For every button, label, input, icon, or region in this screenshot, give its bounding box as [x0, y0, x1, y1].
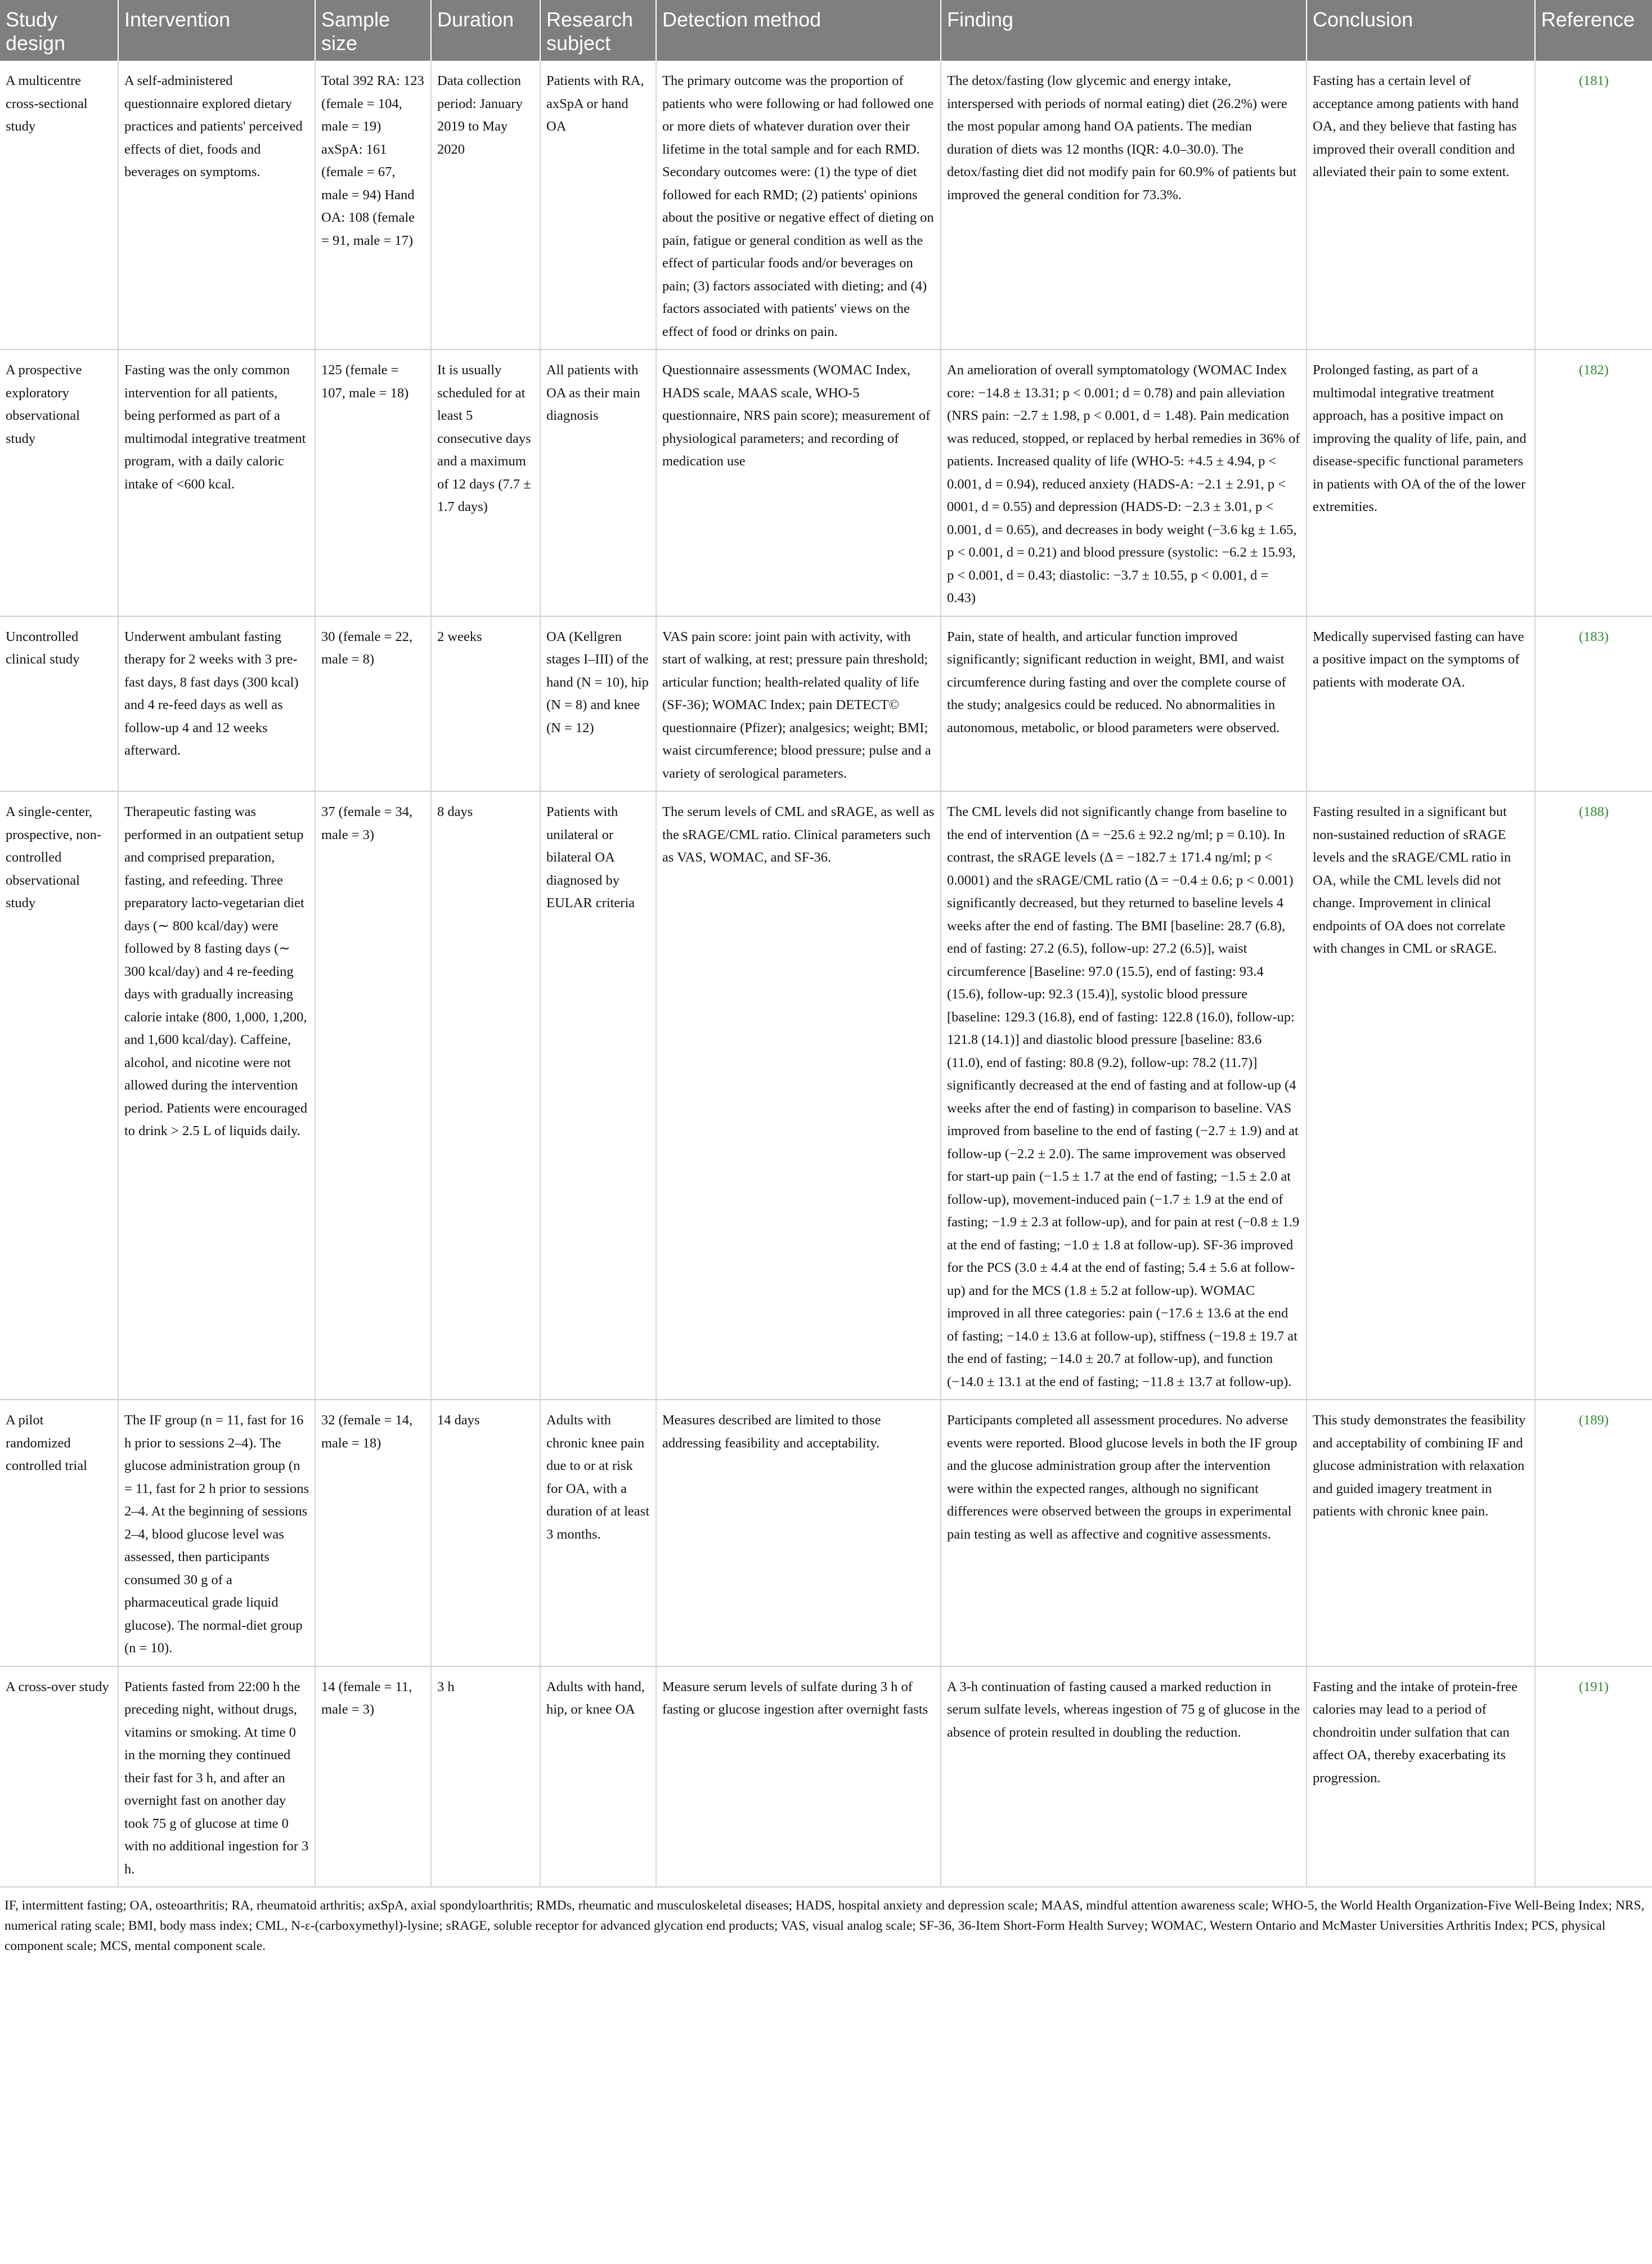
table-row [0, 61, 1652, 349]
cell-subject: Patients with unilateral or bilateral OA diagnosed by EULAR criteria [540, 791, 656, 1400]
cell-intervention: Underwent ambulant fasting therapy for 2 weeks with 3 pre-fast days, 8 fast days (300 kcal) and 4 re-feed days as well as follow-up 4 and 12 weeks afterward. [118, 616, 315, 792]
cell-design: A prospective exploratory observational study [0, 349, 118, 616]
cell-subject: Adults with chronic knee pain due to or at risk for OA, with a duration of at least 3 months. [540, 1400, 656, 1666]
cell-subject: OA (Kellgren stages I–III) of the hand (N = 10), hip (N = 8) and knee (N = 12) [540, 616, 656, 792]
cell-conclusion: Fasting and the intake of protein-free calories may lead to a period of chondroitin under sulfation that can affect OA, thereby exacerbating its progression. [1307, 1666, 1535, 1888]
reference-link[interactable]: (182) [1535, 349, 1652, 616]
cell-duration: 8 days [431, 791, 540, 1400]
header-intervention: Intervention [118, 0, 315, 61]
table-header-row [0, 0, 1652, 61]
cell-finding: The CML levels did not significantly change from baseline to the end of intervention (Δ = −25.6 ± 92.2 ng/ml; p = 0.10). In contrast, the sRAGE levels (Δ = −182.7 ± 171.4 ng/ml; p < 0.0001) and the sRAGE/CML ratio (Δ = −0.4 ± 0.6; p < 0.001) significantly decreased, but they returned to baseline levels 4 weeks after the end of fasting. The BMI [baseline: 28.7 (6.8), end of fasting: 27.2 (6.5), follow-up: 27.2 (6.5)], waist circumference [Baseline: 97.0 (15.5), end of fasting: 93.4 (15.6), follow-up: 92.3 (15.4)], systolic blood pressure [baseline: 129.3 (16.8), end of fasting: 122.8 (16.0), follow-up: 121.8 (14.1)] and diastolic blood pressure [baseline: 83.6 (11.0), end of fasting: 80.8 (9.2), follow-up: 78.2 (11.7)] significantly decreased at the end of fasting and at follow-up (4 weeks after the end of fasting) in comparison to baseline. VAS improved from baseline to the end of fasting (−2.7 ± 1.9) and at follow-up (−2.2 ± 2.0). The same improvement was observed for start-up pain (−1.5 ± 1.7 at the end of fasting; −1.5 ± 2.0 at follow-up), movement-induced pain (−1.7 ± 1.9 at the end of fasting; −1.9 ± 2.3 at follow-up), and for pain at rest (−0.8 ± 1.9 at the end of fasting; −1.0 ± 1.8 at follow-up). SF-36 improved for the PCS (3.0 ± 4.4 at the end of fasting; 5.4 ± 5.6 at follow-up) and for the MCS (1.8 ± 5.2 at follow-up). WOMAC improved in all three categories: pain (−17.6 ± 13.6 at the end of fasting; −14.0 ± 13.6 at follow-up), stiffness (−19.8 ± 19.7 at the end of fasting; −14.0 ± 20.7 at follow-up), and function (−14.0 ± 13.1 at the end of fasting; −11.8 ± 13.7 at follow-up). [941, 791, 1307, 1400]
cell-finding: Pain, state of health, and articular function improved significantly; significant reduction in weight, BMI, and waist circumference during fasting and over the complete course of the study; analgesics could be reduced. No abnormalities in autonomous, metabolic, or blood parameters were observed. [941, 616, 1307, 792]
cell-detection: Measures described are limited to those addressing feasibility and acceptability. [656, 1400, 941, 1666]
table-row [0, 791, 1652, 1400]
header-conclusion: Conclusion [1307, 0, 1535, 61]
cell-sample: 37 (female = 34, male = 3) [315, 791, 431, 1400]
cell-subject: Adults with hand, hip, or knee OA [540, 1666, 656, 1888]
cell-finding: The detox/fasting (low glycemic and energy intake, interspersed with periods of normal eating) diet (26.2%) were the most popular among hand OA patients. The median duration of diets was 12 months (IQR: 4.0–30.0). The detox/fasting diet did not modify pain for 60.9% of patients but improved the general condition for 73.3%. [941, 61, 1307, 349]
header-duration: Duration [431, 0, 540, 61]
cell-finding: Participants completed all assessment procedures. No adverse events were reported. Blood glucose levels in both the IF group and the glucose administration group after the intervention were within the expected ranges, although no significant differences were observed between the groups in experimental pain testing as well as affective and cognitive assessments. [941, 1400, 1307, 1666]
cell-duration: 14 days [431, 1400, 540, 1666]
reference-link[interactable]: (189) [1535, 1400, 1652, 1666]
cell-sample: 32 (female = 14, male = 18) [315, 1400, 431, 1666]
table-row [0, 349, 1652, 616]
cell-duration: 3 h [431, 1666, 540, 1888]
cell-duration: It is usually scheduled for at least 5 consecutive days and a maximum of 12 days (7.7 ± 1.7 days) [431, 349, 540, 616]
cell-intervention: Patients fasted from 22:00 h the preceding night, without drugs, vitamins or smoking. At time 0 in the morning they continued their fast for 3 h, and after an overnight fast on another day took 75 g of glucose at time 0 with no additional ingestion for 3 h. [118, 1666, 315, 1888]
cell-conclusion: Medically supervised fasting can have a positive impact on the symptoms of patients with moderate OA. [1307, 616, 1535, 792]
cell-finding: A 3-h continuation of fasting caused a marked reduction in serum sulfate levels, whereas ingestion of 75 g of glucose in the absence of protein resulted in doubling the reduction. [941, 1666, 1307, 1888]
reference-link[interactable]: (181) [1535, 61, 1652, 349]
cell-sample: 30 (female = 22, male = 8) [315, 616, 431, 792]
cell-intervention: Therapeutic fasting was performed in an outpatient setup and comprised preparation, fasting, and refeeding. Three preparatory lacto-vegetarian diet days (∼ 800 kcal/day) were followed by 8 fasting days (∼ 300 kcal/day) and 4 re-feeding days with gradually increasing calorie intake (800, 1,000, 1,200, and 1,600 kcal/day). Caffeine, alcohol, and nicotine were not allowed during the intervention period. Patients were encouraged to drink > 2.5 L of liquids daily. [118, 791, 315, 1400]
table-row [0, 616, 1652, 792]
cell-design: A single-center, prospective, non-controlled observational study [0, 791, 118, 1400]
header-detection-method: Detection method [656, 0, 941, 61]
cell-design: A multicentre cross-sectional study [0, 61, 118, 349]
cell-conclusion: Prolonged fasting, as part of a multimodal integrative treatment approach, has a positive impact on improving the quality of life, pain, and disease-specific functional parameters in patients with OA of the of the lower extremities. [1307, 349, 1535, 616]
cell-detection: Questionnaire assessments (WOMAC Index, HADS scale, MAAS scale, WHO-5 questionnaire, NRS pain score); measurement of physiological parameters; and recording of medication use [656, 349, 941, 616]
cell-design: A cross-over study [0, 1666, 118, 1888]
cell-sample: 125 (female = 107, male = 18) [315, 349, 431, 616]
cell-finding: An amelioration of overall symptomatology (WOMAC Index core: −14.8 ± 13.31; p < 0.001; d = 0.78) and pain alleviation (NRS pain: −2.7 ± 1.98, p < 0.001, d = 1.48). Pain medication was reduced, stopped, or replaced by herbal remedies in 36% of patients. Increased quality of life (WHO-5: +4.5 ± 4.94, p < 0.001, d = 0.94), reduced anxiety (HADS-A: −2.1 ± 2.91, p < 0001, d = 0.55) and depression (HADS-D: −2.3 ± 3.01, p < 0.001, d = 0.65), and decreases in body weight (−3.6 kg ± 1.65, p < 0.001, d = 0.21) and blood pressure (systolic: −6.2 ± 15.93, p < 0.001, d = 0.43; diastolic: −3.7 ± 10.55, p < 0.001, d = 0.43) [941, 349, 1307, 616]
cell-subject: All patients with OA as their main diagnosis [540, 349, 656, 616]
table-footnote: IF, intermittent fasting; OA, osteoarthritis; RA, rheumatoid arthritis; axSpA, axial spondyloarthritis; RMDs, rheumatic and musculoskeletal diseases; HADS, hospital anxiety and depression scale; MAAS, mindful attention awareness scale; WHO-5, the World Health Organization-Five Well-Being Index; NRS, numerical rating scale; BMI, body mass index; CML, N-ε-(carboxymethyl)-lysine; sRAGE, soluble receptor for advanced glycation end products; VAS, visual analog scale; SF-36, 36-Item Short-Form Health Survey; WOMAC, Western Ontario and McMaster Universities Arthritis Index; PCS, physical component scale; MCS, mental component scale. [5, 1898, 1645, 1953]
cell-intervention: The IF group (n = 11, fast for 16 h prior to sessions 2–4). The glucose administration group (n = 11, fast for 2 h prior to sessions 2–4. At the beginning of sessions 2–4, blood glucose level was assessed, then participants consumed 30 g of a pharmaceutical grade liquid glucose). The normal-diet group (n = 10). [118, 1400, 315, 1666]
cell-sample: 14 (female = 11, male = 3) [315, 1666, 431, 1888]
header-research-subject: Research subject [540, 0, 656, 61]
reference-link[interactable]: (188) [1535, 791, 1652, 1400]
reference-link[interactable]: (183) [1535, 616, 1652, 792]
cell-design: Uncontrolled clinical study [0, 616, 118, 792]
cell-intervention: Fasting was the only common intervention for all patients, being performed as part of a multimodal integrative treatment program, with a daily caloric intake of <600 kcal. [118, 349, 315, 616]
reference-link[interactable]: (191) [1535, 1666, 1652, 1888]
cell-sample: Total 392 RA: 123 (female = 104, male = 19) axSpA: 161 (female = 67, male = 94) Hand OA: 108 (female = 91, male = 17) [315, 61, 431, 349]
table-row [0, 1400, 1652, 1666]
header-sample-size: Sample size [315, 0, 431, 61]
header-study-design: Study design [0, 0, 118, 61]
header-finding: Finding [941, 0, 1307, 61]
cell-design: A pilot randomized controlled trial [0, 1400, 118, 1666]
table-row [0, 1666, 1652, 1888]
header-reference: Reference [1535, 0, 1652, 61]
cell-intervention: A self-administered questionnaire explored dietary practices and patients' perceived effects of diet, foods and beverages on symptoms. [118, 61, 315, 349]
cell-subject: Patients with RA, axSpA or hand OA [540, 61, 656, 349]
cell-conclusion: Fasting resulted in a significant but non-sustained reduction of sRAGE levels and the sRAGE/CML ratio in OA, while the CML levels did not change. Improvement in clinical endpoints of OA does not correlate with changes in CML or sRAGE. [1307, 791, 1535, 1400]
cell-detection: Measure serum levels of sulfate during 3 h of fasting or glucose ingestion after overnight fasts [656, 1666, 941, 1888]
cell-duration: 2 weeks [431, 616, 540, 792]
cell-detection: The primary outcome was the proportion of patients who were following or had followed one or more diets of whatever duration over their lifetime in the total sample and for each RMD. Secondary outcomes were: (1) the type of diet followed for each RMD; (2) patients' opinions about the positive or negative effect of dieting on pain, fatigue or general condition as well as the effect of particular foods and/or beverages on pain; (3) factors associated with dieting; and (4) factors associated with patients' views on the effect of food or drinks on pain. [656, 61, 941, 349]
cell-detection: VAS pain score: joint pain with activity, with start of walking, at rest; pressure pain threshold; articular function; health-related quality of life (SF-36); WOMAC Index; pain DETECT© questionnaire (Pfizer); analgesics; weight; BMI; waist circumference; blood pressure; pulse and a variety of serological parameters. [656, 616, 941, 792]
cell-conclusion: Fasting has a certain level of acceptance among patients with hand OA, and they believe that fasting has improved their overall condition and alleviated their pain to some extent. [1307, 61, 1535, 349]
cell-conclusion: This study demonstrates the feasibility and acceptability of combining IF and glucose administration with relaxation and guided imagery treatment in patients with chronic knee pain. [1307, 1400, 1535, 1666]
cell-duration: Data collection period: January 2019 to May 2020 [431, 61, 540, 349]
cell-detection: The serum levels of CML and sRAGE, as well as the sRAGE/CML ratio. Clinical parameters such as VAS, WOMAC, and SF-36. [656, 791, 941, 1400]
